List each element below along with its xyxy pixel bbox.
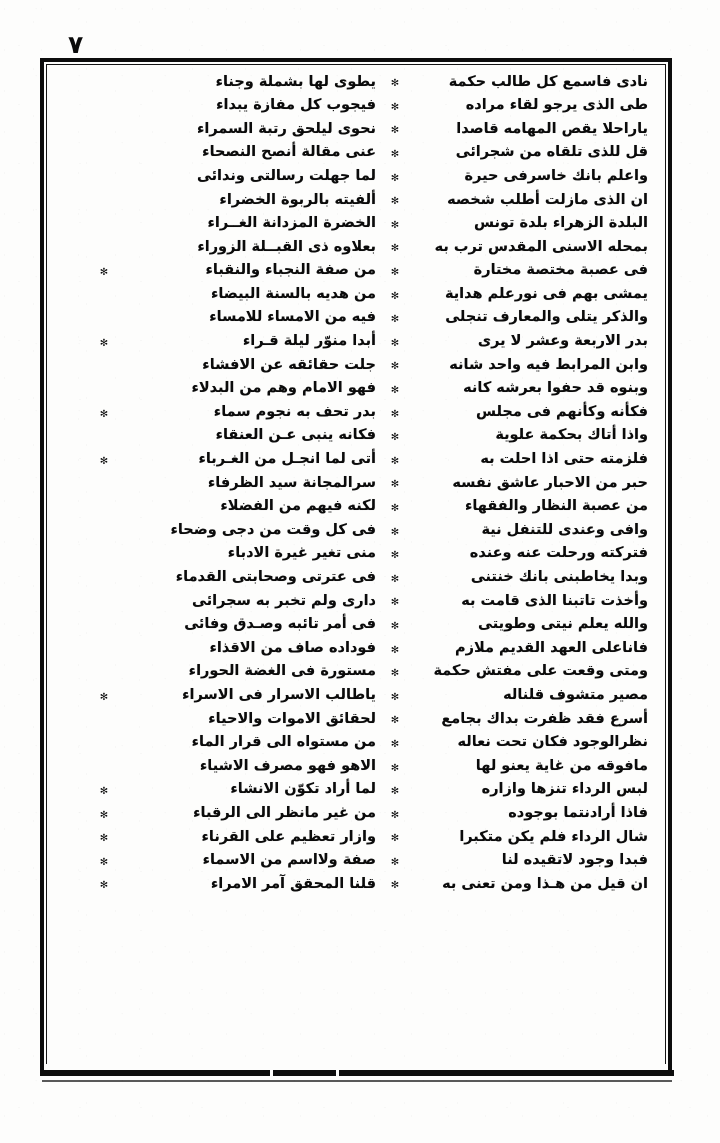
verse-line bbox=[60, 235, 656, 259]
star-icon: ✻ bbox=[390, 738, 400, 750]
star-icon: ✻ bbox=[99, 267, 109, 279]
verse-divider-star-icon bbox=[382, 686, 408, 705]
star-icon: ✻ bbox=[390, 219, 400, 231]
verse-edge-star-icon bbox=[74, 167, 134, 186]
hemistich-first: نادى فاسمع كل طالب حكمة bbox=[448, 73, 648, 90]
verse-line bbox=[60, 448, 656, 472]
star-icon: ✻ bbox=[390, 526, 400, 538]
verse-edge-star-icon bbox=[74, 72, 134, 91]
star-icon: ✻ bbox=[99, 856, 109, 868]
bottom-rule-nick bbox=[270, 1068, 273, 1080]
verse-line bbox=[60, 872, 656, 896]
hemistich-first: فلزمته حتى اذا احلت به bbox=[480, 451, 648, 468]
verse-line bbox=[60, 589, 656, 613]
verse-line bbox=[60, 188, 656, 212]
verse-line bbox=[60, 683, 656, 707]
hemistich-second: من صفة النجباء والنقباء bbox=[205, 262, 376, 279]
star-icon: ✻ bbox=[390, 337, 400, 349]
hemistich-second: سرالمجانة سيد الظرفاء bbox=[207, 474, 376, 491]
hemistich-first: فى عصبة مختصة مختارة bbox=[473, 262, 648, 279]
verse-divider-star-icon bbox=[382, 851, 408, 870]
hemistich-first: فبدا وجود لاتقيده لنا bbox=[501, 852, 648, 869]
verse-line bbox=[60, 660, 656, 684]
hemistich-first: ان الذى مازلت أطلب شخصه bbox=[447, 191, 648, 208]
verse-divider-star-icon bbox=[382, 473, 408, 492]
star-icon: ✻ bbox=[390, 314, 400, 326]
star-icon: ✻ bbox=[390, 691, 400, 703]
verse-edge-star-icon bbox=[74, 473, 134, 492]
verse-edge-star-icon bbox=[74, 119, 134, 138]
hemistich-second: فى كل وقت من دجى وضحاء bbox=[170, 521, 376, 538]
verse-divider-star-icon bbox=[382, 521, 408, 540]
verse-divider-star-icon bbox=[382, 639, 408, 658]
verse-divider-star-icon bbox=[382, 591, 408, 610]
star-icon: ✻ bbox=[390, 196, 400, 208]
verse-edge-star-icon bbox=[74, 190, 134, 209]
hemistich-first: البلدة الزهراء بلدة تونس bbox=[474, 215, 648, 232]
hemistich-first: مافوقه من غاية يعنو لها bbox=[475, 757, 648, 774]
hemistich-first: واعلم بانك خاسرفى حيرة bbox=[464, 167, 648, 184]
star-icon: ✻ bbox=[390, 455, 400, 467]
star-icon: ✻ bbox=[390, 243, 400, 255]
verse-edge-star-icon bbox=[74, 544, 134, 563]
verse-line bbox=[60, 94, 656, 118]
star-icon: ✻ bbox=[390, 408, 400, 420]
star-icon: ✻ bbox=[390, 125, 400, 137]
hemistich-second: الاهو فهو مصرف الاشياء bbox=[199, 757, 376, 774]
hemistich-first: والله يعلم نيتى وطويتى bbox=[478, 616, 648, 633]
hemistich-second: فى عترتى وصحابتى القدماء bbox=[175, 569, 376, 586]
hemistich-first: وبنوه قد حفوا بعرشه كانه bbox=[463, 380, 648, 397]
star-icon: ✻ bbox=[390, 856, 400, 868]
star-icon: ✻ bbox=[99, 408, 109, 420]
verse-divider-star-icon bbox=[382, 874, 408, 893]
verse-edge-star-icon bbox=[74, 827, 134, 846]
verse-edge-star-icon bbox=[74, 686, 134, 705]
verse-line bbox=[60, 636, 656, 660]
verse-divider-star-icon bbox=[382, 804, 408, 823]
verse-edge-star-icon bbox=[74, 214, 134, 233]
star-icon: ✻ bbox=[99, 880, 109, 892]
hemistich-second: قلنا المحقق آمر الامراء bbox=[210, 875, 376, 892]
hemistich-second: لكنه فيهم من الفضلاء bbox=[220, 498, 376, 515]
hemistich-second: وازار تعظيم على القرناء bbox=[201, 828, 376, 845]
hemistich-second: بعلاوه ذى القبــلة الزوراء bbox=[197, 238, 376, 255]
hemistich-first: قل للذى تلقاه من شجرائى bbox=[455, 144, 648, 161]
verse-edge-star-icon bbox=[74, 96, 134, 115]
verse-line bbox=[60, 518, 656, 542]
hemistich-first: فكأنه وكأنهم فى مجلس bbox=[475, 403, 648, 420]
hemistich-second: يطوى لها بشملة وجناء bbox=[215, 73, 376, 90]
verse-line bbox=[60, 424, 656, 448]
verse-edge-star-icon bbox=[74, 874, 134, 893]
hemistich-first: واذا أتاك بحكمة علوية bbox=[495, 427, 648, 444]
hemistich-first: أسرع فقد ظفرت بداك بجامع bbox=[441, 710, 648, 727]
hemistich-second: فيجوب كل مفازة يبداء bbox=[216, 97, 376, 114]
star-icon: ✻ bbox=[390, 149, 400, 161]
verse-divider-star-icon bbox=[382, 214, 408, 233]
verse-divider-star-icon bbox=[382, 450, 408, 469]
verse-divider-star-icon bbox=[382, 72, 408, 91]
verse-edge-star-icon bbox=[74, 662, 134, 681]
star-icon: ✻ bbox=[390, 550, 400, 562]
star-icon: ✻ bbox=[390, 502, 400, 514]
hemistich-second: من مستواه الى قرار الماء bbox=[191, 734, 376, 751]
star-icon: ✻ bbox=[390, 762, 400, 774]
verse-divider-star-icon bbox=[382, 143, 408, 162]
star-icon: ✻ bbox=[99, 455, 109, 467]
hemistich-second: فكانه ينبى عـن العنقاء bbox=[215, 427, 376, 444]
verse-divider-star-icon bbox=[382, 237, 408, 256]
verse-line bbox=[60, 282, 656, 306]
verse-divider-star-icon bbox=[382, 497, 408, 516]
hemistich-second: نحوى ليلحق رتبة السمراء bbox=[196, 120, 376, 137]
star-icon: ✻ bbox=[390, 78, 400, 90]
bottom-rule-thin bbox=[42, 1080, 672, 1082]
hemistich-second: أبدا منوّر ليلة قـراء bbox=[242, 333, 376, 350]
verse-line bbox=[60, 542, 656, 566]
verse-line bbox=[60, 400, 656, 424]
verse-divider-star-icon bbox=[382, 167, 408, 186]
verse-edge-star-icon bbox=[74, 143, 134, 162]
hemistich-first: من عصبة النظار والفقهاء bbox=[464, 498, 648, 515]
star-icon: ✻ bbox=[390, 432, 400, 444]
hemistich-second: فوداده صاف من الاقذاء bbox=[209, 639, 376, 656]
verse-edge-star-icon bbox=[74, 237, 134, 256]
hemistich-second: عنى مقالة أنصح النصحاء bbox=[202, 144, 376, 161]
verse-edge-star-icon bbox=[74, 851, 134, 870]
verse-line bbox=[60, 164, 656, 188]
hemistich-second: جلت حقائقه عن الافشاء bbox=[202, 356, 376, 373]
hemistich-second: الخضرة المزدانة الغــراء bbox=[207, 215, 376, 232]
verse-edge-star-icon bbox=[74, 780, 134, 799]
hemistich-second: أتى لما انجـل من الغـرباء bbox=[198, 451, 376, 468]
verse-line bbox=[60, 259, 656, 283]
star-icon: ✻ bbox=[99, 786, 109, 798]
verse-divider-star-icon bbox=[382, 308, 408, 327]
hemistich-first: طى الذى يرجو لقاء مراده bbox=[465, 97, 648, 114]
star-icon: ✻ bbox=[390, 644, 400, 656]
verse-line bbox=[60, 565, 656, 589]
hemistich-second: منى تغير غيرة الادباء bbox=[227, 545, 376, 562]
verse-line bbox=[60, 495, 656, 519]
verse-line bbox=[60, 613, 656, 637]
verse-edge-star-icon bbox=[74, 403, 134, 422]
verse-divider-star-icon bbox=[382, 261, 408, 280]
hemistich-second: من هديه بالسنة البيضاء bbox=[210, 285, 376, 302]
verse-divider-star-icon bbox=[382, 568, 408, 587]
verse-line bbox=[60, 353, 656, 377]
verse-line bbox=[60, 471, 656, 495]
verse-edge-star-icon bbox=[74, 757, 134, 776]
hemistich-second: بدر تحف به نجوم سماء bbox=[213, 403, 376, 420]
hemistich-first: فتركته ورحلت عنه وعنده bbox=[469, 545, 648, 562]
star-icon: ✻ bbox=[99, 809, 109, 821]
verse-edge-star-icon bbox=[74, 450, 134, 469]
verse-line bbox=[60, 801, 656, 825]
hemistich-second: ياطالب الاسرار فى الاسراء bbox=[182, 686, 376, 703]
hemistich-second: مستورة فى الغضة الحوراء bbox=[188, 663, 376, 680]
hemistich-second: من غير مانظر الى الرقباء bbox=[193, 804, 376, 821]
verse-edge-star-icon bbox=[74, 521, 134, 540]
hemistich-first: بدر الاربعة وعشر لا يرى bbox=[477, 333, 648, 350]
hemistich-second: لما أراد تكوّن الانشاء bbox=[230, 781, 376, 798]
hemistich-first: وابن المرابط فيه واحد شانه bbox=[449, 356, 648, 373]
hemistich-second: فى أمر تائبه وصـدق وفائى bbox=[184, 616, 376, 633]
verse-block bbox=[60, 70, 656, 1060]
verse-divider-star-icon bbox=[382, 426, 408, 445]
hemistich-first: نظرالوجود فكان تحت نعاله bbox=[457, 734, 648, 751]
verse-divider-star-icon bbox=[382, 332, 408, 351]
hemistich-second: لحقائق الاموات والاحياء bbox=[208, 710, 376, 727]
verse-line bbox=[60, 117, 656, 141]
hemistich-first: والذكر يتلى والمعارف تنجلى bbox=[445, 309, 648, 326]
verse-divider-star-icon bbox=[382, 96, 408, 115]
verse-edge-star-icon bbox=[74, 709, 134, 728]
hemistich-first: بمحله الاسنى المقدس ترب به bbox=[434, 238, 648, 255]
verse-line bbox=[60, 825, 656, 849]
verse-divider-star-icon bbox=[382, 355, 408, 374]
hemistich-first: حبر من الاحبار عاشق نفسه bbox=[452, 474, 648, 491]
verse-line bbox=[60, 731, 656, 755]
hemistich-first: مصير متشوف قلناله bbox=[503, 686, 648, 703]
verse-divider-star-icon bbox=[382, 285, 408, 304]
verse-line bbox=[60, 330, 656, 354]
verse-line bbox=[60, 754, 656, 778]
verse-edge-star-icon bbox=[74, 591, 134, 610]
verse-divider-star-icon bbox=[382, 709, 408, 728]
hemistich-second: ألفيته بالربوة الخضراء bbox=[219, 191, 376, 208]
verse-line bbox=[60, 778, 656, 802]
star-icon: ✻ bbox=[390, 668, 400, 680]
verse-edge-star-icon bbox=[74, 426, 134, 445]
verse-divider-star-icon bbox=[382, 119, 408, 138]
verse-line bbox=[60, 212, 656, 236]
verse-edge-star-icon bbox=[74, 639, 134, 658]
hemistich-second: فيه من الامساء للامساء bbox=[209, 309, 376, 326]
verse-divider-star-icon bbox=[382, 190, 408, 209]
page-number: ٧ bbox=[68, 30, 84, 59]
hemistich-second: صفة ولااسم من الاسماء bbox=[202, 852, 376, 869]
star-icon: ✻ bbox=[99, 833, 109, 845]
verse-divider-star-icon bbox=[382, 615, 408, 634]
star-icon: ✻ bbox=[390, 833, 400, 845]
star-icon: ✻ bbox=[390, 101, 400, 113]
hemistich-first: وبدا يخاطبنى بانك خنتنى bbox=[470, 569, 648, 586]
hemistich-first: فاناعلى العهد القديم ملازم bbox=[454, 639, 648, 656]
hemistich-first: فاذا أرادنتما بوجوده bbox=[508, 804, 648, 821]
star-icon: ✻ bbox=[390, 172, 400, 184]
verse-divider-star-icon bbox=[382, 379, 408, 398]
verse-line bbox=[60, 849, 656, 873]
hemistich-second: دارى ولم تخبر به سجرائى bbox=[192, 592, 376, 609]
verse-edge-star-icon bbox=[74, 568, 134, 587]
verse-line bbox=[60, 306, 656, 330]
hemistich-first: ومتى وقعت على مفتش حكمة bbox=[433, 663, 648, 680]
verse-line bbox=[60, 377, 656, 401]
star-icon: ✻ bbox=[390, 786, 400, 798]
hemistich-second: لما جهلت رسالتى وندائى bbox=[196, 167, 376, 184]
verse-divider-star-icon bbox=[382, 403, 408, 422]
verse-divider-star-icon bbox=[382, 780, 408, 799]
hemistich-first: ياراحلا يقص المهامه قاصدا bbox=[456, 120, 648, 137]
verse-divider-star-icon bbox=[382, 544, 408, 563]
hemistich-first: وأخذت تاتبنا الذى قامت به bbox=[461, 592, 648, 609]
verse-divider-star-icon bbox=[382, 827, 408, 846]
star-icon: ✻ bbox=[390, 880, 400, 892]
verse-divider-star-icon bbox=[382, 662, 408, 681]
hemistich-first: ان قيل من هـذا ومن تعنى به bbox=[442, 875, 648, 892]
hemistich-second: فهو الامام وهم من البدلاء bbox=[191, 380, 376, 397]
verse-divider-star-icon bbox=[382, 757, 408, 776]
verse-line bbox=[60, 707, 656, 731]
verse-divider-star-icon bbox=[382, 733, 408, 752]
verse-edge-star-icon bbox=[74, 285, 134, 304]
verse-edge-star-icon bbox=[74, 733, 134, 752]
star-icon: ✻ bbox=[390, 267, 400, 279]
star-icon: ✻ bbox=[99, 337, 109, 349]
verse-edge-star-icon bbox=[74, 379, 134, 398]
star-icon: ✻ bbox=[390, 290, 400, 302]
star-icon: ✻ bbox=[390, 809, 400, 821]
star-icon: ✻ bbox=[390, 385, 400, 397]
verse-line bbox=[60, 141, 656, 165]
verse-edge-star-icon bbox=[74, 804, 134, 823]
star-icon: ✻ bbox=[390, 573, 400, 585]
hemistich-first: شال الرداء فلم يكن متكبرا bbox=[459, 828, 648, 845]
verse-edge-star-icon bbox=[74, 497, 134, 516]
verse-edge-star-icon bbox=[74, 261, 134, 280]
verse-line bbox=[60, 70, 656, 94]
hemistich-first: لبس الرداء تنزها وازاره bbox=[481, 781, 648, 798]
bottom-rule-nick bbox=[336, 1068, 339, 1080]
verse-edge-star-icon bbox=[74, 308, 134, 327]
verse-edge-star-icon bbox=[74, 355, 134, 374]
star-icon: ✻ bbox=[390, 361, 400, 373]
hemistich-first: وافى وعندى للتنفل نية bbox=[481, 521, 648, 538]
star-icon: ✻ bbox=[390, 715, 400, 727]
star-icon: ✻ bbox=[390, 479, 400, 491]
verse-edge-star-icon bbox=[74, 332, 134, 351]
hemistich-first: يمشى بهم فى نورعلم هداية bbox=[444, 285, 648, 302]
verse-edge-star-icon bbox=[74, 615, 134, 634]
star-icon: ✻ bbox=[99, 691, 109, 703]
bottom-rule-thick bbox=[40, 1070, 674, 1076]
star-icon: ✻ bbox=[390, 620, 400, 632]
star-icon: ✻ bbox=[390, 597, 400, 609]
